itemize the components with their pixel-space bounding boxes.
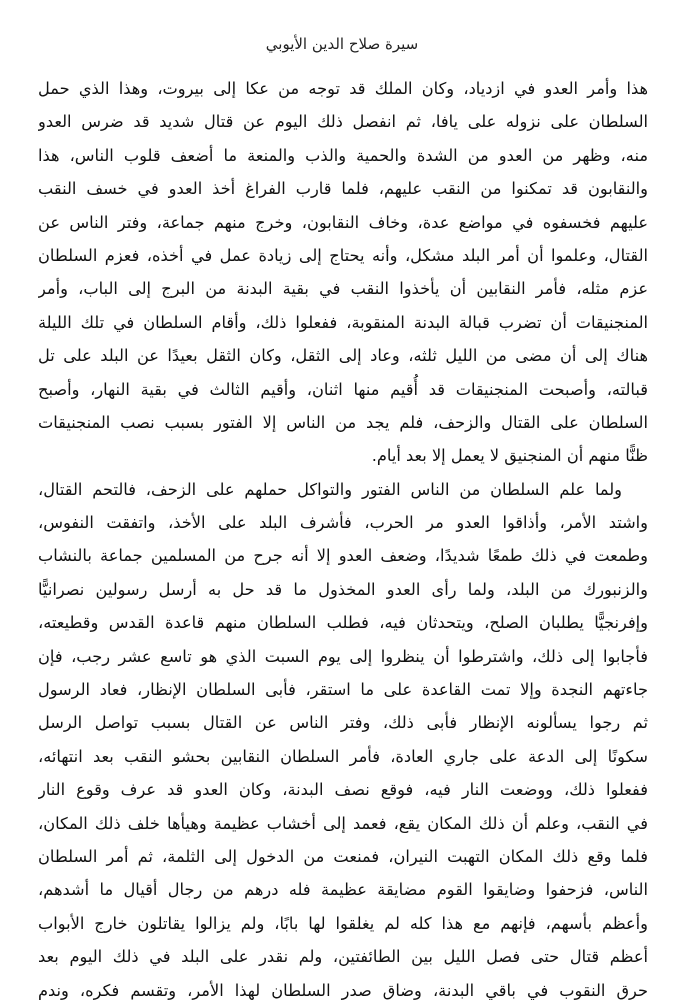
text-line: السلطان على القتال والزحف، فلم يجد من الناس إلا الفتور بسبب نصب المنجنيقات (38, 412, 648, 432)
text-line: جاءتهم النجدة وإلا تمت القاعدة على ما استقر، فأبى السلطان الإنظار، فعاد الرسول (38, 680, 648, 700)
text-line: هذا وأمر العدو في ازدياد، وكان الملك قد توجه من عكا إلى بيروت، وهذا الذي حمل (38, 79, 648, 98)
text-line: فأجابوا إلى ذلك، واشترطوا أن ينظروا إلى يوم السبت الذي هو تاسع عشر رجب، فإن (38, 646, 648, 666)
text-line: فلما وقع ذلك المكان التهبت النيران، فمنعت من الدخول إلى الثلمة، ثم أمر السلطان (38, 846, 648, 866)
text-line: سكونًا إلى الدعة على جاري العادة، فأمر السلطان النقابين بحشو النقب بعد انتهائه، (38, 746, 648, 766)
text-line: وطمعت في ذلك طمعًا شديدًا، وضعف العدو إلا أنه جرح من المسلمين جماعة بالنشاب (38, 546, 648, 566)
text-line: عزم مثله، فأمر النقابين أن يأخذوا النقب في بقية البدنة من البرج إلى الباب، وأمر (38, 279, 648, 299)
text-line: ظنًّا منهم أن المنجنيق لا يعمل إلا بعد أيام. (371, 446, 648, 466)
text-line: ولما علم السلطان من الناس الفتور والتواكل حملهم على الزحف، فالتحم القتال، (38, 479, 622, 499)
text-line: القتال، وعلموا أن أمر البلد مشكل، وأنه يحتاج إلى زيادة عمل في أخذه، فعزم السلطان (38, 245, 648, 265)
text-line: أعظم قتال حتى فصل الليل بين الطائفتين، ولم نقدر على البلد في ذلك اليوم بعد (38, 947, 648, 967)
running-header-title: سيرة صلاح الدين الأيوبي (265, 35, 419, 53)
text-line: منه، وظهر من العدو من الشدة والحمية والذب والمنعة ما أضعف قلوب الناس، هذا (38, 145, 648, 165)
text-line: الناس، فزحفوا وضايقوا القوم مضايقة عظيمة فله درهم من رجال أقيال ما أشدهم، (38, 880, 648, 900)
text-line: وأعظم بأسهم، فإنهم مع هذا كله لم يغلقوا لها بابًا، ولم يزالوا يقاتلون خارج الأبواب (38, 913, 648, 933)
text-line: حرق النقوب في باقي البدنة، وضاق صدر السلطان لهذا الأمر، وتقسم فكره، وندم (38, 980, 648, 1000)
text-line: هناك إلى أن مضى من الليل ثلثه، وعاد إلى الثقل، وكان الثقل بعيدًا عن البلد على تل (38, 346, 648, 366)
text-line: والنقابون قد تمكنوا من النقب عليهم، فلما قارب الفراغ أخذ العدو في خسف النقب (38, 179, 648, 199)
text-line: واشتد الأمر، وأذاقوا العدو مر الحرب، فأشرف البلد على الأخذ، واتفقت النفوس، (38, 513, 648, 533)
text-line: المنجنيقات أن تضرب قبالة البدنة المنقوبة، ففعلوا ذلك، وأقام السلطان في تلك الليلة (38, 312, 648, 332)
text-line: في النقب، وعلم أن ذلك المكان يقع، فعمد إلى أخشاب عظيمة وهيأها خلف ذلك المكان، (38, 813, 648, 833)
body-text (38, 72, 648, 1007)
text-line: ثم رجوا يسألونه الإنظار فأبى ذلك، وفتر الناس عن القتال بسبب تواصل الرسل (38, 713, 648, 733)
text-line: عليهم فخسفوه في مواضع عدة، وخاف النقابون، وخرج منهم جماعة، وفتر الناس عن (38, 212, 648, 232)
text-line: وإفرنجيًّا يطلبان الصلح، ويتحدثان فيه، فطلب السلطان منهم قاعدة القدس وقطيعته، (38, 613, 648, 633)
text-line: والزنبورك من البلد، ولما رأى العدو المخذول ما قد حل به أرسل رسولين نصرانيًّا (38, 579, 648, 599)
text-line: قبالته، وأصبحت المنجنيقات قد أُقيم منها اثنان، وأقيم الثالث في بقية النهار، وأصبح (38, 379, 648, 399)
text-line: السلطان على نزوله على يافا، ثم انفصل ذلك اليوم عن قتال شديد قد ضرس العدو (38, 112, 648, 132)
text-line: ففعلوا ذلك، ووضعت النار فيه، فوقع نصف البدنة، وكان العدو قد عرف وقوع النار (38, 780, 648, 800)
